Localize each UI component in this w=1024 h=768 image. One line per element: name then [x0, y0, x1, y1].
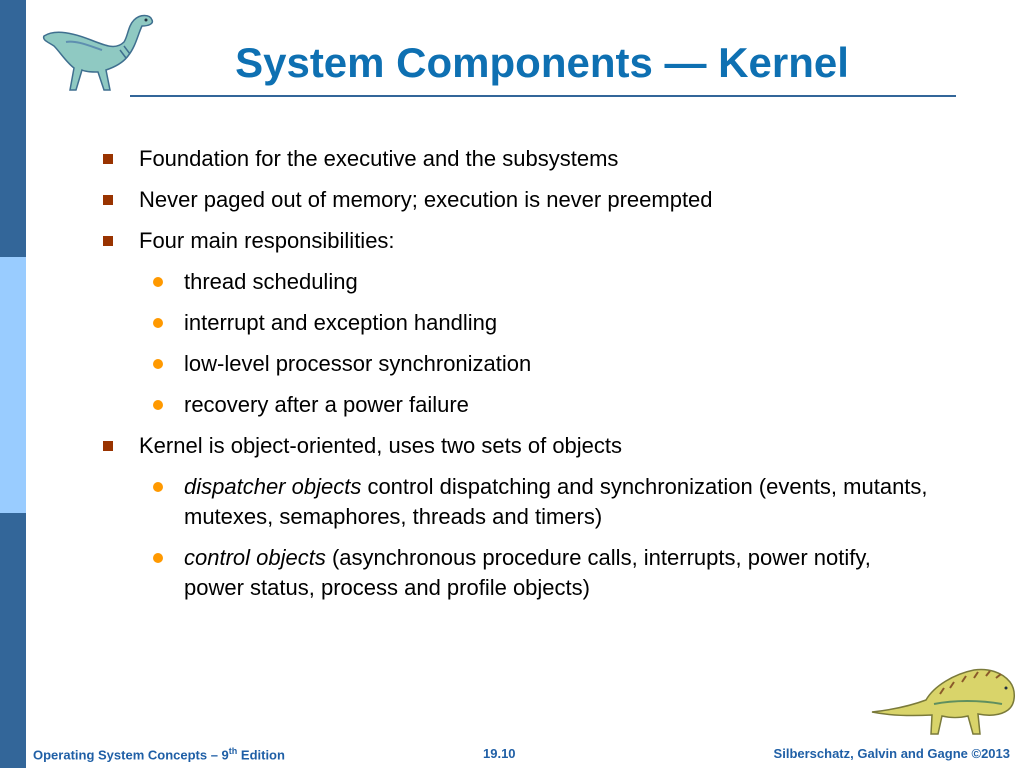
footer-edition-superscript: th	[228, 746, 238, 756]
round-bullet-icon	[153, 359, 163, 369]
sidebar-band-highlight	[0, 257, 26, 513]
bullet-text: Foundation for the executive and the subsystems	[139, 146, 619, 171]
list-item	[100, 543, 930, 603]
list-item	[100, 226, 930, 256]
bullet-text: thread scheduling	[184, 269, 358, 294]
round-bullet-icon	[153, 277, 163, 287]
list-item	[100, 144, 930, 174]
bullet-text: Never paged out of memory; execution is never preempted	[139, 187, 713, 212]
footer-page-number: 19.10	[483, 746, 516, 761]
bullet-text: interrupt and exception handling	[184, 310, 498, 335]
square-bullet-icon	[103, 195, 113, 205]
term-dispatcher-objects: dispatcher objects	[184, 474, 362, 499]
term-control-objects: control objects	[184, 545, 326, 570]
footer-book-title-suffix: Edition	[237, 747, 285, 763]
bullet-text: Four main responsibilities:	[139, 228, 395, 253]
list-item	[100, 431, 930, 461]
list-item	[100, 472, 930, 532]
footer-book-title-text: Operating System Concepts – 9	[33, 747, 229, 763]
footer-copyright: Silberschatz, Galvin and Gagne ©2013	[773, 746, 1010, 761]
bullet-text: recovery after a power failure	[184, 392, 469, 417]
round-bullet-icon	[153, 318, 163, 328]
bullet-text: low-level processor synchronization	[184, 351, 532, 376]
title-divider	[130, 95, 956, 97]
list-item	[100, 349, 930, 379]
footer-book-title	[33, 746, 285, 762]
bullet-text: Kernel is object-oriented, uses two sets of objects	[139, 433, 623, 458]
square-bullet-icon	[103, 441, 113, 451]
list-item	[100, 185, 930, 215]
round-bullet-icon	[153, 553, 163, 563]
list-item	[100, 308, 930, 338]
square-bullet-icon	[103, 154, 113, 164]
list-item	[100, 267, 930, 297]
list-item	[100, 390, 930, 420]
bullet-text: (asynchronous procedure calls, interrupts, power notify, power status, process and profile objects)	[184, 545, 871, 600]
dinosaur-corner-icon	[870, 660, 1020, 740]
bullet-list	[100, 144, 930, 614]
round-bullet-icon	[153, 482, 163, 492]
bullet-text: control dispatching and synchronization (events, mutants, mutexes, semaphores, threads and timers)	[184, 474, 928, 529]
slide-title: System Components — Kernel	[235, 39, 849, 86]
square-bullet-icon	[103, 236, 113, 246]
round-bullet-icon	[153, 400, 163, 410]
